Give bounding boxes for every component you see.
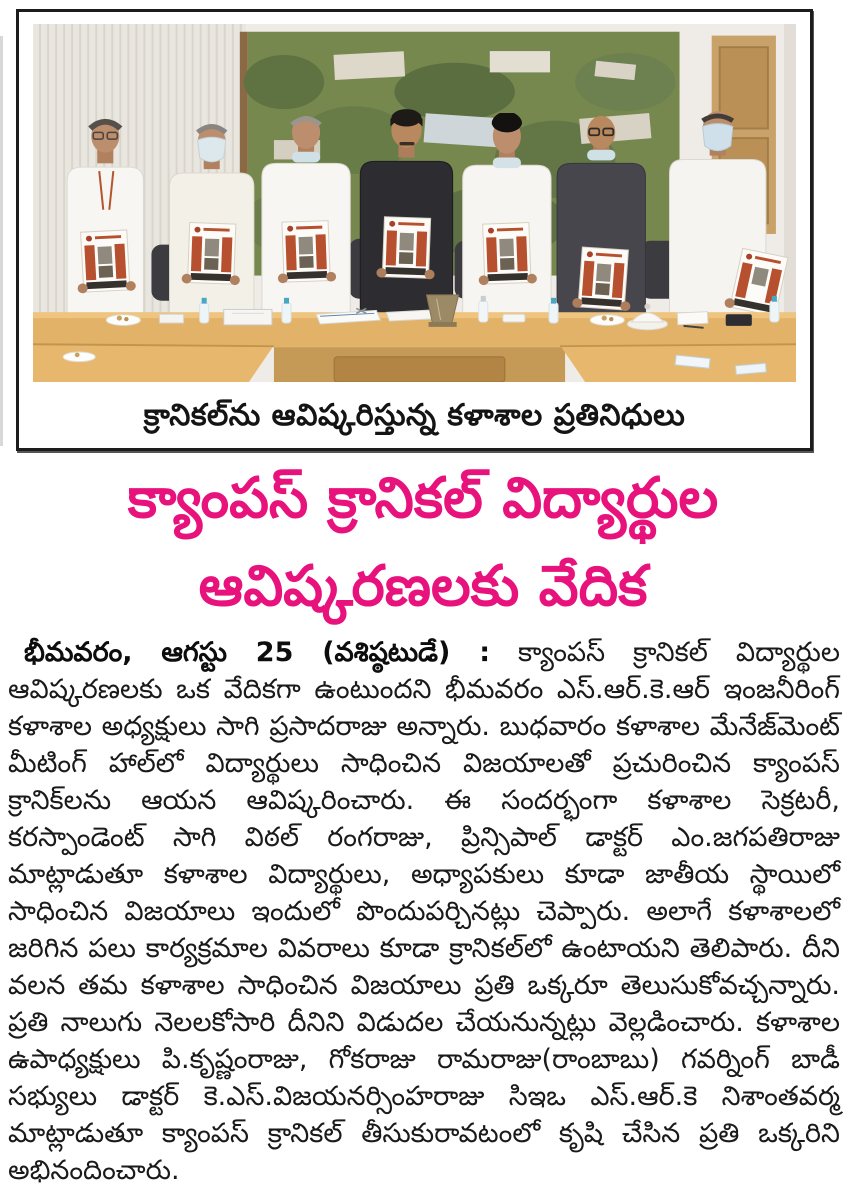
photo-frame xyxy=(16,9,813,451)
article-body xyxy=(8,634,840,1189)
magazine xyxy=(477,222,537,285)
magazine xyxy=(376,217,436,280)
headline-line2: ఆవిష్కరణలకు వేదిక xyxy=(198,554,648,619)
magazine xyxy=(181,222,241,285)
headline-line1: క్యాంపస్ క్రానికల్ విద్యార్థుల xyxy=(127,466,719,531)
scan-artifact-left-edge xyxy=(0,36,3,446)
headline xyxy=(0,455,846,631)
group-photo xyxy=(33,24,796,382)
dateline: భీమవరం, ఆగస్టు 25 (వశిష్ఠటుడే) : xyxy=(24,637,491,668)
group-photo-illustration xyxy=(33,24,796,382)
magazine xyxy=(276,220,336,283)
photo-caption: క్రానికల్‌ను ఆవిష్కరిస్తున్న కళాశాల ప్రతినిధులు xyxy=(143,398,686,433)
magazine xyxy=(572,247,634,312)
magazine xyxy=(75,230,136,294)
body-text: క్యాంపస్ క్రానికల్ విద్యార్థుల ఆవిష్కరణలకు ఒక వేదికగా ఉంటుందని భీమవరం ఎస్.ఆర్.కె.ఆర్ ఇంజనీరింగ్ కళాశాల అధ్యక్షులు సాగి ప్రసాదరాజు అన్నారు. బుధవారం కళాశాల మేనేజ్‌మెంట్ మీటింగ్ హాల్‌లో విద్యార్థులు సాధించిన విజయాలతో ప్రచురించిన క్యాంపస్ క్రానిక్‌లను ఆయన ఆవిష్కరించారు. ఈ సందర్భంగా కళాశాల సెక్రటరీ, కరస్పాండెంట్ సాగి విఠల్ రంగరాజు, ప్రిన్సిపాల్ డాక్టర్ ఎం.జగపతిరాజు మాట్లాడుతూ కళాశాల విద్యార్థులు, అధ్యాపకులు కూడా జాతీయ స్థాయిలో సాధించిన విజయాలు ఇందులో పొందుపర్చినట్లు చెప్పారు. అలాగే కళాశాలలో జరిగిన పలు కార్యక్రమాల వివరాలు కూడా క్రానికల్‌లో ఉంటాయని తెలిపారు. దీని వలన తమ కళాశాల సాధించిన విజయాలు ప్రతి ఒక్కరూ తెలుసుకోవచ్చన్నారు. ప్రతి నాలుగు నెలలకోసారి దీనిని విడుదల చేయనున్నట్లు వెల్లడించారు. కళాశాల ఉపాధ్యక్షులు పి.కృష్ణంరాజు, గోకరాజు రామరాజు(రాంబాబు) గవర్నింగ్ బాడీ సభ్యులు డాక్టర్ కె.ఎస్.విజయనర్సింహరాజు సిఇఒ ఎస్.ఆర్.కె నిశాంతవర్మ మాట్లాడుతూ క్యాంపస్ క్రానికల్ తీసుకురావటంలో కృషి చేసిన ప్రతి ఒక్కరిని అభినందించారు. xyxy=(8,637,841,1186)
